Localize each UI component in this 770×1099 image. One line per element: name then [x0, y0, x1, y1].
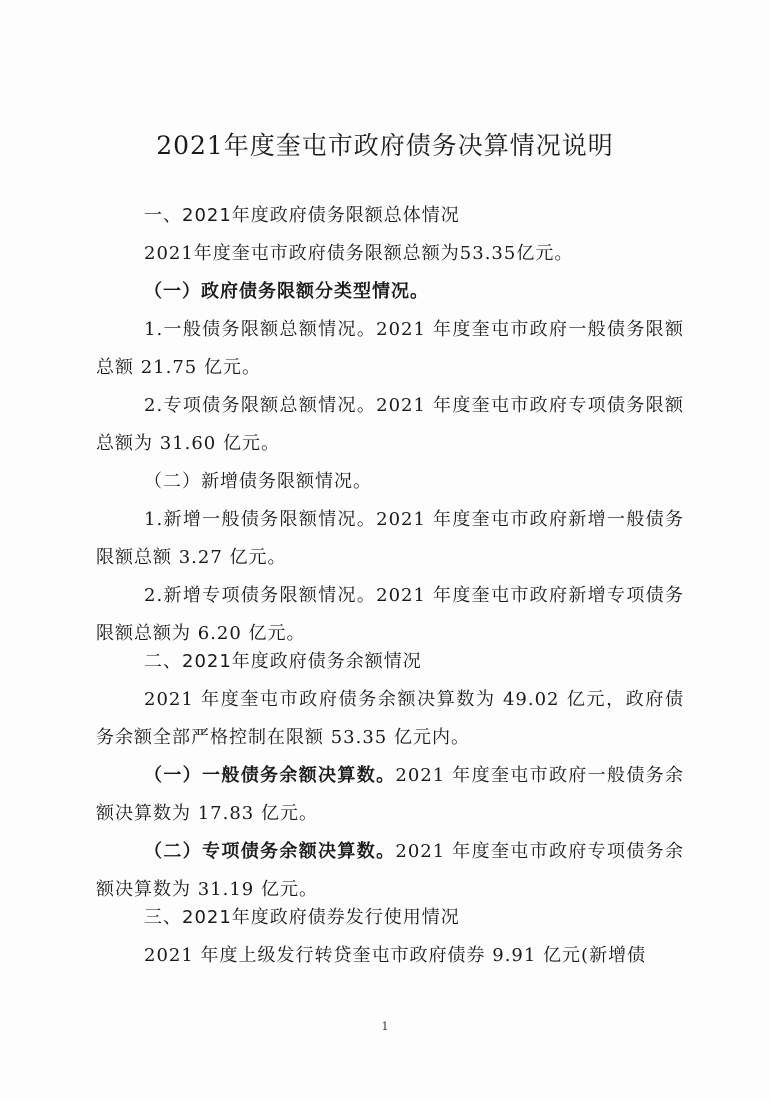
section-1-item-2: 2.专项债务限额总额情况。2021 年度奎屯市政府专项债务限额总额为 31.60 亿元。 [96, 395, 684, 454]
section-2-subsection-2-text: 2021 年度奎屯市政府专项债务余额决算数为 31.19 亿元。 [96, 841, 685, 900]
section-2-subsection-1 [96, 757, 684, 833]
section-2-heading: 二、2021年度政府债务余额情况 [144, 651, 422, 672]
section-1-heading: 一、2021年度政府债务限额总体情况 [144, 205, 460, 226]
section-2-subsection-1-lead: （一）一般债务余额决算数。 [144, 765, 396, 786]
section-1-subheading-1: （一）政府债务限额分类型情况。 [144, 281, 429, 302]
section-1-item-4: 2.新增专项债务限额情况。2021 年度奎屯市政府新增专项债务限额总额为 6.20 亿元。 [96, 585, 684, 644]
section-3-paragraph: 2021 年度上级发行转贷奎屯市政府债券 9.91 亿元(新增债 [144, 945, 647, 966]
document-title: 2021年度奎屯市政府债务决算情况说明 [156, 131, 614, 160]
section-2-subsection-2 [96, 833, 684, 909]
section-2-subsection-2-lead: （二）专项债务余额决算数。 [144, 841, 396, 862]
section-1-item-3: 1.新增一般债务限额情况。2021 年度奎屯市政府新增一般债务限额总额 3.27 亿元。 [96, 509, 684, 568]
section-3-heading: 三、2021年度政府债券发行使用情况 [144, 907, 460, 928]
section-2-paragraph: 2021 年度奎屯市政府债务余额决算数为 49.02 亿元，政府债务余额全部严格控制在限额 53.35 亿元内。 [96, 689, 684, 748]
section-2-subsection-1-text: 2021 年度奎屯市政府一般债务余额决算数为 17.83 亿元。 [96, 765, 685, 824]
page-number: 1 [381, 1020, 389, 1033]
section-1-item-1: 1.一般债务限额总额情况。2021 年度奎屯市政府一般债务限额总额 21.75 亿元。 [96, 319, 684, 378]
section-1-subheading-2: （二）新增债务限额情况。 [144, 471, 372, 492]
section-1-paragraph: 2021年度奎屯市政府债务限额总额为53.35亿元。 [144, 243, 574, 264]
